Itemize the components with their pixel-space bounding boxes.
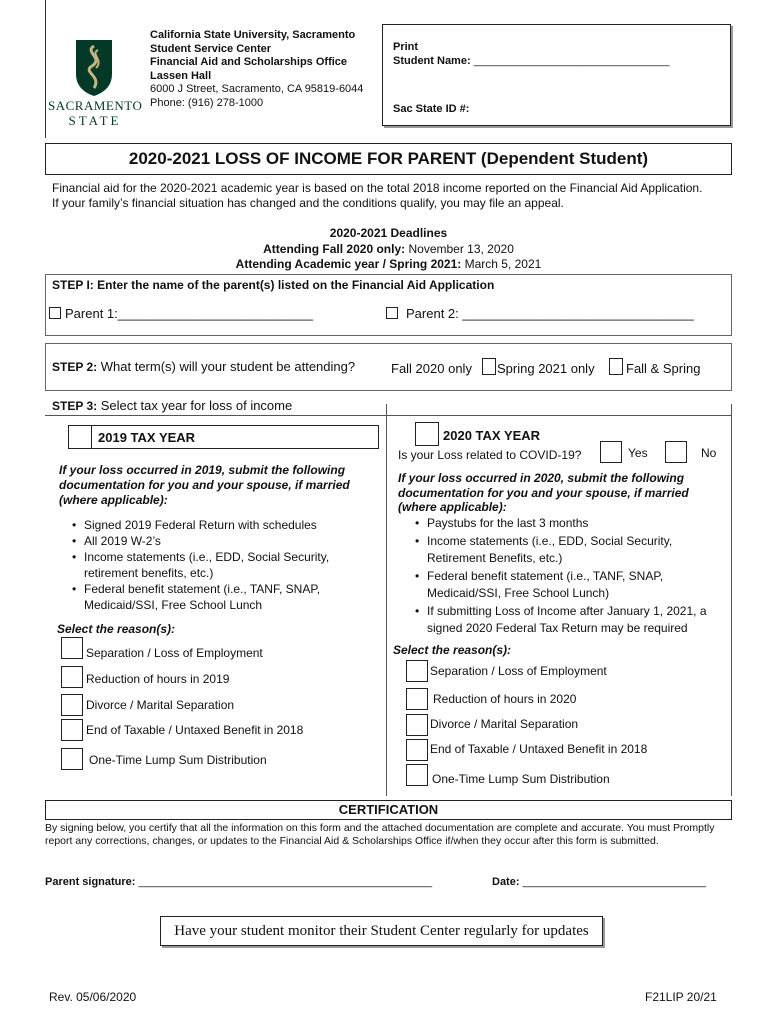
parent2-line[interactable]: ________________________________ — [462, 306, 694, 321]
fall-deadline-label: Attending Fall 2020 only: — [263, 241, 406, 256]
deadlines — [45, 226, 732, 273]
list-item: • Paystubs for the last 3 months — [415, 515, 723, 533]
left-reason-5: One-Time Lump Sum Distribution — [89, 753, 267, 767]
list-item: • Income statements (i.e., EDD, Social Security, retirement benefits, etc.) — [72, 549, 372, 581]
print-label: Print — [393, 41, 419, 53]
intro-text — [52, 181, 702, 211]
logo-line-1: SACRAMENTO — [48, 98, 143, 113]
notice-text: Have your student monitor their Student Center regularly for updates — [174, 923, 589, 939]
left-reason-3-checkbox[interactable] — [61, 694, 83, 716]
step3-rule — [45, 415, 732, 416]
certification-text: By signing below, you certify that all the information on this form and the attached documentation are complete and accurate. You must Promptly report any corrections, changes, or updates to the Financial Aid & Scholarships Office if/when they occur after this form is submitted. — [45, 822, 715, 847]
parent2-field[interactable] — [386, 306, 694, 321]
parent1-line[interactable]: ___________________________ — [117, 306, 313, 321]
student-name-field[interactable] — [393, 55, 669, 67]
covid-question: Is your Loss related to COVID-19? — [398, 448, 582, 462]
covid-yes-label: Yes — [628, 446, 648, 460]
revision-date: Rev. 05/06/2020 — [49, 990, 137, 1004]
spring-deadline-label: Attending Academic year / Spring 2021: — [235, 257, 462, 271]
address-line: Phone: (916) 278-1000 — [150, 96, 264, 109]
left-instructions: If your loss occurred in 2019, submit the following documentation for you and your spouse, if married (where applicable): — [59, 463, 350, 507]
covid-no-checkbox[interactable] — [665, 441, 687, 463]
step3-text: Select tax year for loss of income — [97, 398, 293, 413]
term-fall-checkbox[interactable] — [482, 358, 496, 375]
parent1-label: Parent 1: — [65, 306, 118, 321]
left-reason-4: End of Taxable / Untaxed Benefit in 2018 — [86, 723, 304, 737]
covid-yes-checkbox[interactable] — [600, 441, 622, 463]
left-reason-3: Divorce / Marital Separation — [86, 698, 235, 712]
student-name-line[interactable]: ________________________________ — [473, 55, 670, 67]
left-reason-5-checkbox[interactable] — [61, 748, 83, 770]
date-line[interactable]: ______________________________ — [522, 876, 707, 888]
address-line: Financial Aid and Scholarships Office — [150, 56, 348, 68]
address-line: Student Service Center — [150, 42, 272, 55]
parent1-checkbox[interactable] — [49, 307, 61, 319]
right-reason-4-checkbox[interactable] — [406, 739, 428, 761]
spring-deadline-date: March 5, 2021 — [461, 257, 542, 271]
form-code: F21LIP 20/21 — [645, 990, 717, 1004]
list-item: • Federal benefit statement (i.e., TANF, SNAP, Medicaid/SSI, Free School Lunch — [72, 581, 372, 613]
step2-question — [52, 359, 355, 374]
tax-year-2019-checkbox[interactable] — [68, 425, 92, 449]
term-fall-option: Fall 2020 only — [391, 361, 472, 376]
sac-state-id-field[interactable]: Sac State ID #: — [393, 103, 470, 115]
step3-heading — [52, 398, 292, 413]
fall-deadline-date: November 13, 2020 — [405, 241, 514, 256]
step2-text: What term(s) will your student be attending? — [97, 359, 356, 374]
list-item: • All 2019 W-2’s — [72, 533, 372, 549]
left-reason-1: Separation / Loss of Employment — [86, 646, 263, 660]
parent1-field[interactable] — [49, 306, 313, 321]
certification-header — [45, 800, 732, 820]
student-name-label: Student Name: — [393, 55, 471, 67]
student-info-box — [382, 24, 731, 126]
right-reason-title: Select the reason(s): — [393, 643, 512, 657]
left-reason-2: Reduction of hours in 2019 — [86, 672, 230, 686]
fall-deadline — [45, 242, 732, 258]
form-title-box — [45, 143, 732, 175]
tax-year-2019-label-box — [91, 425, 379, 449]
right-reason-1: Separation / Loss of Employment — [430, 664, 607, 678]
parent-signature-label: Parent signature: — [45, 876, 136, 888]
left-doc-list — [72, 517, 372, 613]
intro-line: If your family’s financial situation has changed and the conditions qualify, you may file an appeal. — [52, 196, 564, 210]
step1-box — [45, 274, 732, 336]
tax-year-2019-title: 2019 TAX YEAR — [98, 430, 196, 445]
list-item: • If submitting Loss of Income after January 1, 2021, a signed 2020 Federal Tax Return may be required — [415, 603, 723, 638]
step2-label: STEP 2: — [52, 360, 98, 374]
form-title: 2020-2021 LOSS OF INCOME FOR PARENT (Dependent Student) — [128, 149, 649, 168]
spring-deadline — [45, 257, 732, 273]
left-reason-4-checkbox[interactable] — [61, 719, 83, 741]
column-divider — [386, 404, 387, 796]
left-reason-1-checkbox[interactable] — [61, 637, 83, 659]
tax-year-2020-checkbox[interactable] — [415, 422, 439, 446]
right-reason-4: End of Taxable / Untaxed Benefit in 2018 — [430, 742, 648, 756]
right-reason-2-checkbox[interactable] — [406, 688, 428, 710]
date-field[interactable] — [492, 876, 706, 888]
right-instructions: If your loss occurred in 2020, submit the following documentation for you and your spouse, if married (where applicable): — [398, 471, 689, 514]
tax-year-2020-title: 2020 TAX YEAR — [443, 428, 541, 443]
certification-title: CERTIFICATION — [338, 802, 439, 817]
right-border — [731, 404, 732, 796]
right-reason-2: Reduction of hours in 2020 — [433, 692, 577, 706]
left-reason-2-checkbox[interactable] — [61, 666, 83, 688]
right-reason-5: One-Time Lump Sum Distribution — [432, 772, 610, 786]
deadlines-title: 2020-2021 Deadlines — [329, 226, 448, 240]
office-address — [150, 29, 363, 110]
step2-box — [45, 343, 732, 391]
list-item: • Income statements (i.e., EDD, Social Security, Retirement Benefits, etc.) — [415, 533, 723, 568]
right-reason-3: Divorce / Marital Separation — [430, 717, 579, 731]
date-label: Date: — [492, 876, 520, 888]
term-both-option: Fall & Spring — [626, 361, 701, 376]
parent2-checkbox[interactable] — [386, 307, 398, 319]
right-reason-5-checkbox[interactable] — [406, 764, 428, 786]
step1-label: STEP I: Enter the name of the parent(s) listed on the Financial Aid Application — [52, 278, 495, 292]
address-line: 6000 J Street, Sacramento, CA 95819-6044 — [150, 83, 364, 95]
list-item: • Signed 2019 Federal Return with schedules — [72, 517, 372, 533]
sac-state-tree-logo-icon — [46, 36, 142, 100]
intro-line: Financial aid for the 2020-2021 academic year is based on the total 2018 income reported on the Financial Aid Application. — [52, 181, 703, 195]
right-reason-1-checkbox[interactable] — [406, 660, 428, 682]
parent2-label: Parent 2: — [406, 306, 459, 321]
left-reason-title: Select the reason(s): — [57, 622, 176, 636]
parent-signature-field[interactable] — [45, 876, 432, 888]
parent-signature-line[interactable]: ________________________________________________ — [138, 876, 433, 888]
notice-box — [160, 916, 603, 946]
covid-no-label: No — [701, 446, 717, 460]
address-line: California State University, Sacramento — [150, 29, 356, 41]
logo-line-2: STATE — [68, 113, 122, 128]
right-reason-3-checkbox[interactable] — [406, 714, 428, 736]
university-logo — [46, 36, 142, 130]
term-spring-checkbox[interactable] — [609, 358, 623, 375]
step3-label: STEP 3: — [52, 399, 98, 413]
term-spring-option: Spring 2021 only — [497, 361, 595, 376]
right-doc-list — [415, 515, 723, 638]
address-line: Lassen Hall — [150, 69, 212, 82]
list-item: • Federal benefit statement (i.e., TANF, SNAP, Medicaid/SSI, Free School Lunch) — [415, 568, 723, 603]
